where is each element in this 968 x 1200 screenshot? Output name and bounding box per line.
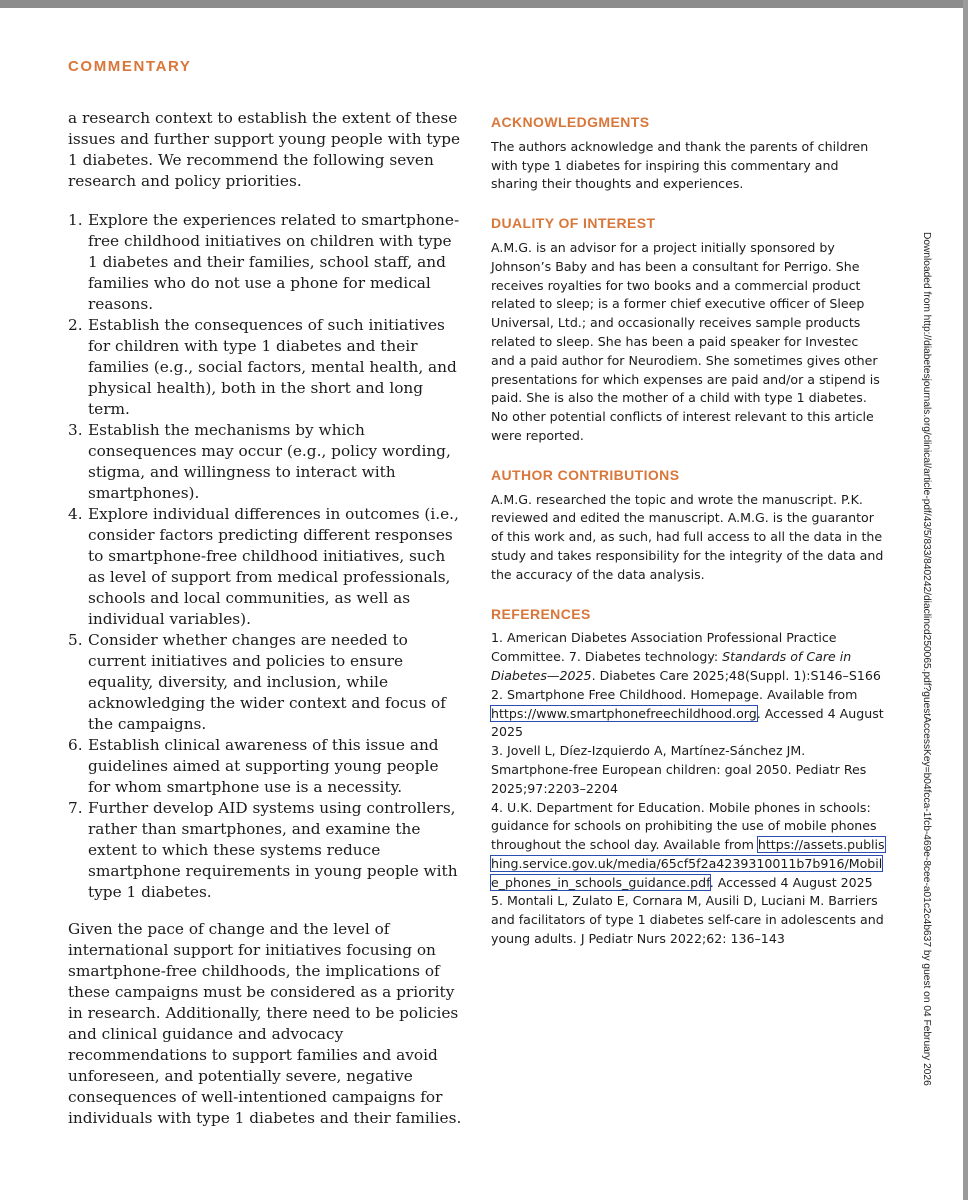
acknowledgments-text: The authors acknowledge and thank the parents of children with type 1 diabetes for inspiring this commentary and sharing their thoughts and experiences.	[491, 138, 869, 192]
viewer-top-bar	[0, 0, 968, 8]
contributions-section	[491, 466, 886, 585]
reference-item: 5. Montali L, Zulato E, Cornara M, Ausili D, Luciani M. Barriers and facilitators of type 1 diabetes self-care in adolescents and young adults. J Pediatr Nurs 2022;62: 136–143	[491, 893, 884, 947]
list-number: 2.	[68, 316, 83, 334]
reference-item	[491, 799, 886, 893]
list-item	[68, 210, 463, 315]
contributions-text: A.M.G. researched the topic and wrote the manuscript. P.K. reviewed and edited the manuscript. A.M.G. is the guarantor of this work and, as such, had full access to all the data in the study and takes responsibility for the integrity of the data and the accuracy of the data analysis.	[491, 491, 884, 582]
left-column	[68, 108, 463, 1129]
download-note-text: Downloaded from http://diabetesjournals.org/clinical/article-pdf/43/5/833/840242/diaclincd250065.pdf?guestAccessKey=b04fcca-1fcb-469e-8cee-a01c2c4b637 by guest on 04 February 2026	[921, 232, 932, 1086]
list-text: Explore individual differences in outcomes (i.e., consider factors predicting different responses to smartphone-free childhood initiatives, such as level of support from medical professionals, schools and local communities, as well as individual variables).	[88, 505, 459, 628]
reference-text: 4. U.K. Department for Education. Mobile phones in schools: guidance for schools on prohibiting the use of mobile phones throughout the school day. Available from	[491, 799, 877, 853]
reference-item: 3. Jovell L, Díez-Izquierdo A, Martínez-Sánchez JM. Smartphone-free European children: goal 2050. Pediatr Res 2025;97:2203–2204	[491, 743, 867, 796]
reference-title-italic: Standards of Care in Diabetes—2025	[491, 649, 852, 683]
references-heading: REFERENCES	[491, 605, 591, 622]
acknowledgments-heading: ACKNOWLEDGMENTS	[491, 114, 650, 130]
list-text: Establish the mechanisms by which consequences may occur (e.g., policy wording, stigma, and willingness to interact with smartphones).	[88, 421, 451, 502]
reference-link[interactable]: https://assets.publishing.service.gov.uk/media/65cf5f2a4239310011b7b916/Mobile_phones_in_schools_guidance.pdf	[491, 837, 885, 890]
list-number: 4.	[68, 505, 83, 523]
references-section	[491, 605, 886, 949]
reference-text: 2. Smartphone Free Childhood. Homepage. Available from	[491, 686, 858, 702]
viewer-scrollbar[interactable]	[963, 0, 968, 1200]
reference-item	[491, 686, 886, 742]
reference-text: . Accessed 4 August 2025	[709, 874, 873, 890]
list-number: 7.	[68, 799, 83, 817]
duality-text: A.M.G. is an advisor for a project initially sponsored by Johnson’s Baby and has been a consultant for Perrigo. She receives royalties for two books and a commercial product related to sleep; is a former chief executive officer of Sleep Universal, Ltd.; and occasionally receives sample products related to sleep. She has been a paid speaker for Investec and a paid author for Neurodiem. She sometimes gives other presentations for which expenses are paid and/or a stipend is paid. She is also the mother of a child with type 1 diabetes. No other potential conflicts of interest relevant to this article were reported.	[491, 239, 880, 443]
duality-heading: DUALITY OF INTEREST	[491, 215, 656, 232]
download-watermark	[918, 232, 932, 1086]
duality-section	[491, 214, 886, 446]
list-item	[68, 504, 463, 630]
reference-text: . Accessed 4 August 2025	[491, 705, 884, 740]
list-number: 1.	[68, 211, 83, 229]
priorities-list	[68, 210, 463, 903]
list-number: 6.	[68, 736, 83, 754]
acknowledgments-section	[491, 113, 886, 194]
contributions-heading: AUTHOR CONTRIBUTIONS	[491, 466, 680, 483]
list-item	[68, 735, 463, 798]
list-text: Further develop AID systems using controllers, rather than smartphones, and examine the extent to which these systems reduce smartphone requirements in young people with type 1 diabetes.	[88, 799, 458, 901]
list-text: Consider whether changes are needed to current initiatives and policies to ensure equality, diversity, and inclusion, while acknowledging the wider context and focus of the campaigns.	[88, 631, 446, 733]
list-number: 3.	[68, 421, 83, 439]
list-text: Explore the experiences related to smartphone-free childhood initiatives on children with type 1 diabetes and their families, school staff, and families who do not use a phone for medical reasons.	[88, 211, 460, 313]
reference-link[interactable]: https://www.smartphonefreechildhood.org	[491, 705, 757, 721]
intro-paragraph: a research context to establish the extent of these issues and further support young people with type 1 diabetes. We recommend the following seven research and policy priorities.	[68, 109, 461, 190]
reference-text: . Diabetes Care 2025;48(Suppl. 1):S146–S166	[591, 667, 881, 683]
list-text: Establish clinical awareness of this issue and guidelines aimed at supporting young people for whom smartphone use is a necessity.	[88, 736, 439, 796]
list-item	[68, 420, 463, 504]
list-item	[68, 630, 463, 735]
list-item	[68, 315, 463, 420]
list-text: Establish the consequences of such initiatives for children with type 1 diabetes and their families (e.g., social factors, mental health, and physical health), both in the short and long term.	[88, 316, 457, 418]
list-item	[68, 798, 463, 903]
list-number: 5.	[68, 631, 83, 649]
right-column	[491, 113, 886, 969]
closing-paragraph: Given the pace of change and the level of international support for initiatives focusing on smartphone-free childhoods, the implications of these campaigns must be considered as a priority in research. Additionally, there need to be policies and clinical guidance and advocacy recommendations to support families and avoid unforeseen, and potentially severe, negative consequences of well-intentioned campaigns for individuals with type 1 diabetes and their families.	[68, 920, 462, 1127]
reference-text: 1. American Diabetes Association Professional Practice Committee. 7. Diabetes technology:	[491, 630, 837, 665]
reference-item	[491, 629, 886, 685]
section-label: COMMENTARY	[68, 58, 192, 75]
